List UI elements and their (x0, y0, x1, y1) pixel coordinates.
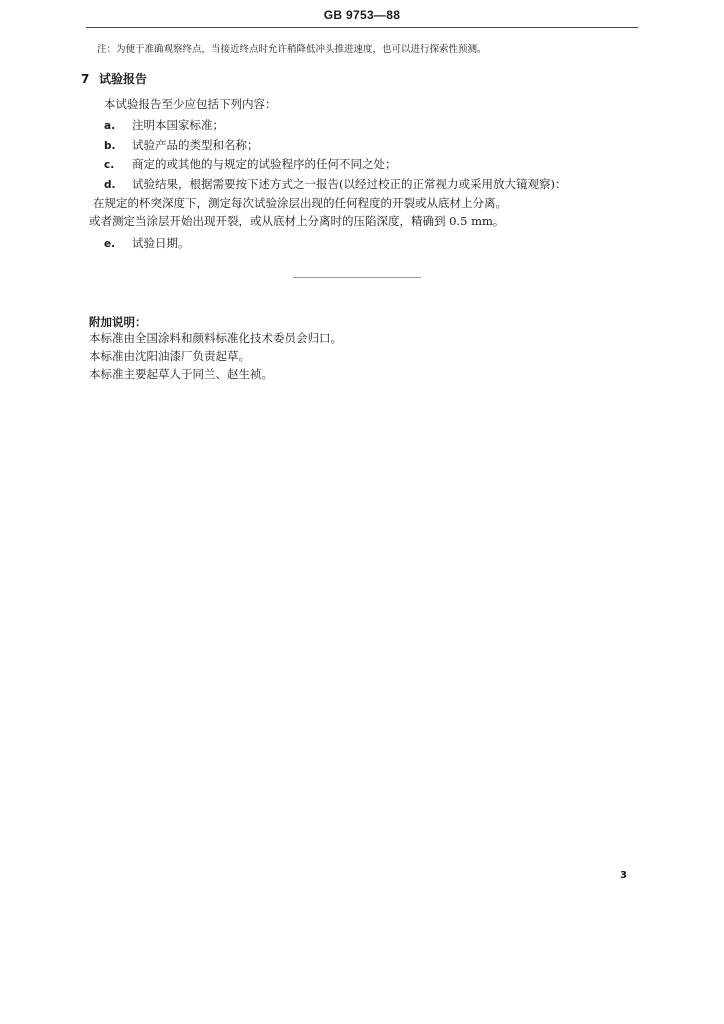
item-d-continuation-1: 在规定的杯突深度下，测定每次试验涂层出现的任何程度的开裂或从底材上分离。 (93, 196, 507, 210)
note-text: 注：为便于准确观察终点，当接近终点时允许稍降低冲头推进速度，也可以进行探索性预测。 (97, 44, 487, 55)
item-text: 试验产品的类型和名称； (132, 138, 259, 152)
additional-line: 本标准由全国涂料和颜料标准化技术委员会归口。 (89, 331, 342, 345)
item-text: 注明本国家标准； (132, 118, 224, 132)
item-letter: e. (104, 238, 116, 250)
item-text: 商定的或其他的与规定的试验程序的任何不同之处； (132, 157, 397, 171)
item-text: 试验日期。 (132, 236, 190, 250)
item-text: 试验结果，根据需要按下述方式之一报告(以经过校正的正常视力或采用放大镜观察)： (132, 177, 567, 191)
item-letter: b. (104, 140, 116, 152)
list-item-c (104, 159, 397, 171)
list-item-a (104, 120, 224, 132)
section-intro: 本试验报告至少应包括下列内容： (104, 97, 277, 111)
list-item-b (104, 140, 259, 152)
section-number: 7 (81, 72, 90, 86)
section-heading (81, 70, 147, 87)
additional-line: 本标准主要起草人于同兰、赵生祯。 (89, 367, 273, 381)
item-letter: c. (104, 159, 115, 171)
header-divider (86, 27, 638, 28)
item-letter: d. (104, 179, 116, 191)
list-item-d (104, 179, 566, 191)
item-letter: a. (104, 120, 116, 132)
section-title: 试验报告 (99, 72, 148, 86)
additional-notes-heading: 附加说明： (89, 315, 147, 329)
list-item-e (104, 238, 190, 250)
item-d-continuation-2: 或者测定当涂层开始出现开裂，或从底材上分离时的压陷深度，精确到 0.5 mm。 (89, 214, 505, 228)
additional-line: 本标准由沈阳油漆厂负责起草。 (89, 349, 250, 363)
section-end-divider (293, 277, 421, 278)
standard-code-header: GB 9753—88 (323, 8, 401, 22)
page-number: 3 (620, 870, 627, 881)
